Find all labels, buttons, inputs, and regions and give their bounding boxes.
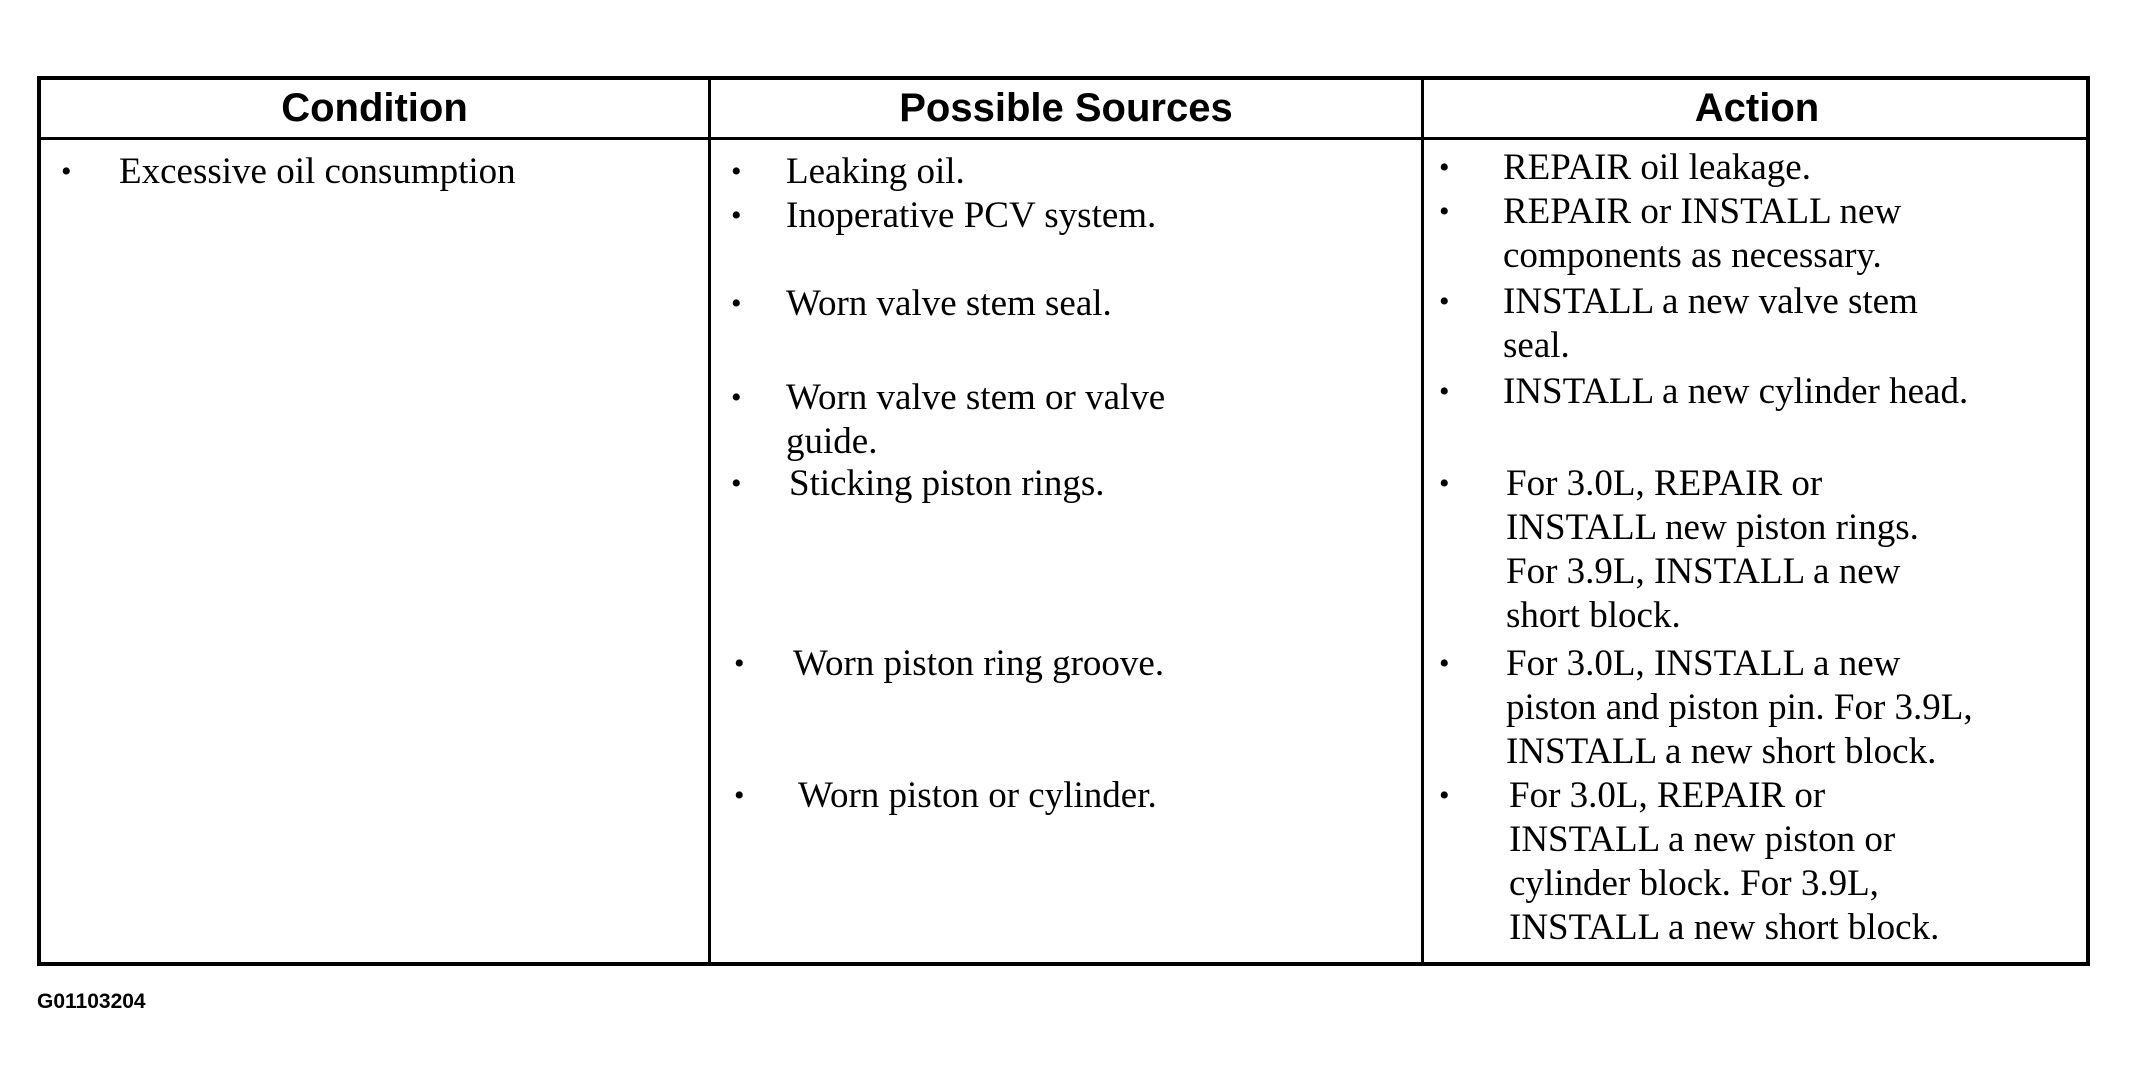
action-item: For 3.0L, REPAIR or INSTALL a new piston or cylinder block. For 3.9L, INSTALL a new short block. [1509,775,1940,948]
action-bullet: • [1439,467,1450,500]
source-item: Worn valve stem seal. [786,283,1112,324]
header-possible-sources: Possible Sources [899,86,1233,130]
action-bullet: • [1439,195,1450,228]
condition-bullet: • [61,155,72,188]
action-item: REPAIR oil leakage. [1503,147,1811,188]
source-bullet: • [731,381,742,414]
action-item: INSTALL a new valve stem seal. [1503,281,1918,366]
header-action: Action [1694,86,1820,130]
source-bullet: • [731,287,742,320]
source-item: Worn valve stem or valve guide. [786,377,1166,462]
source-bullet: • [734,779,745,812]
source-item: Worn piston ring groove. [793,643,1165,684]
action-item: REPAIR or INSTALL new components as necessary. [1503,191,1902,276]
action-bullet: • [1439,285,1450,318]
action-item: For 3.0L, REPAIR or INSTALL new piston rings. For 3.9L, INSTALL a new short block. [1506,463,1919,636]
source-item: Worn piston or cylinder. [798,775,1157,816]
source-item: Inoperative PCV system. [786,195,1157,236]
action-item: INSTALL a new cylinder head. [1503,371,1969,412]
source-bullet: • [731,199,742,232]
source-item: Sticking piston rings. [789,463,1105,504]
action-bullet: • [1439,647,1450,680]
header-condition: Condition [281,86,468,130]
column-divider-1 [708,80,711,962]
figure-code: G01103204 [37,990,146,1013]
action-bullet: • [1439,151,1450,184]
source-bullet: • [731,155,742,188]
source-bullet: • [734,647,745,680]
column-divider-2 [1421,80,1424,962]
action-bullet: • [1439,375,1450,408]
diagnosis-table [37,76,2090,966]
condition-text: Excessive oil consumption [119,151,516,192]
source-item: Leaking oil. [786,151,965,192]
source-bullet: • [731,467,742,500]
action-bullet: • [1439,779,1450,812]
action-item: For 3.0L, INSTALL a new piston and piston pin. For 3.9L, INSTALL a new short block. [1506,643,1973,772]
